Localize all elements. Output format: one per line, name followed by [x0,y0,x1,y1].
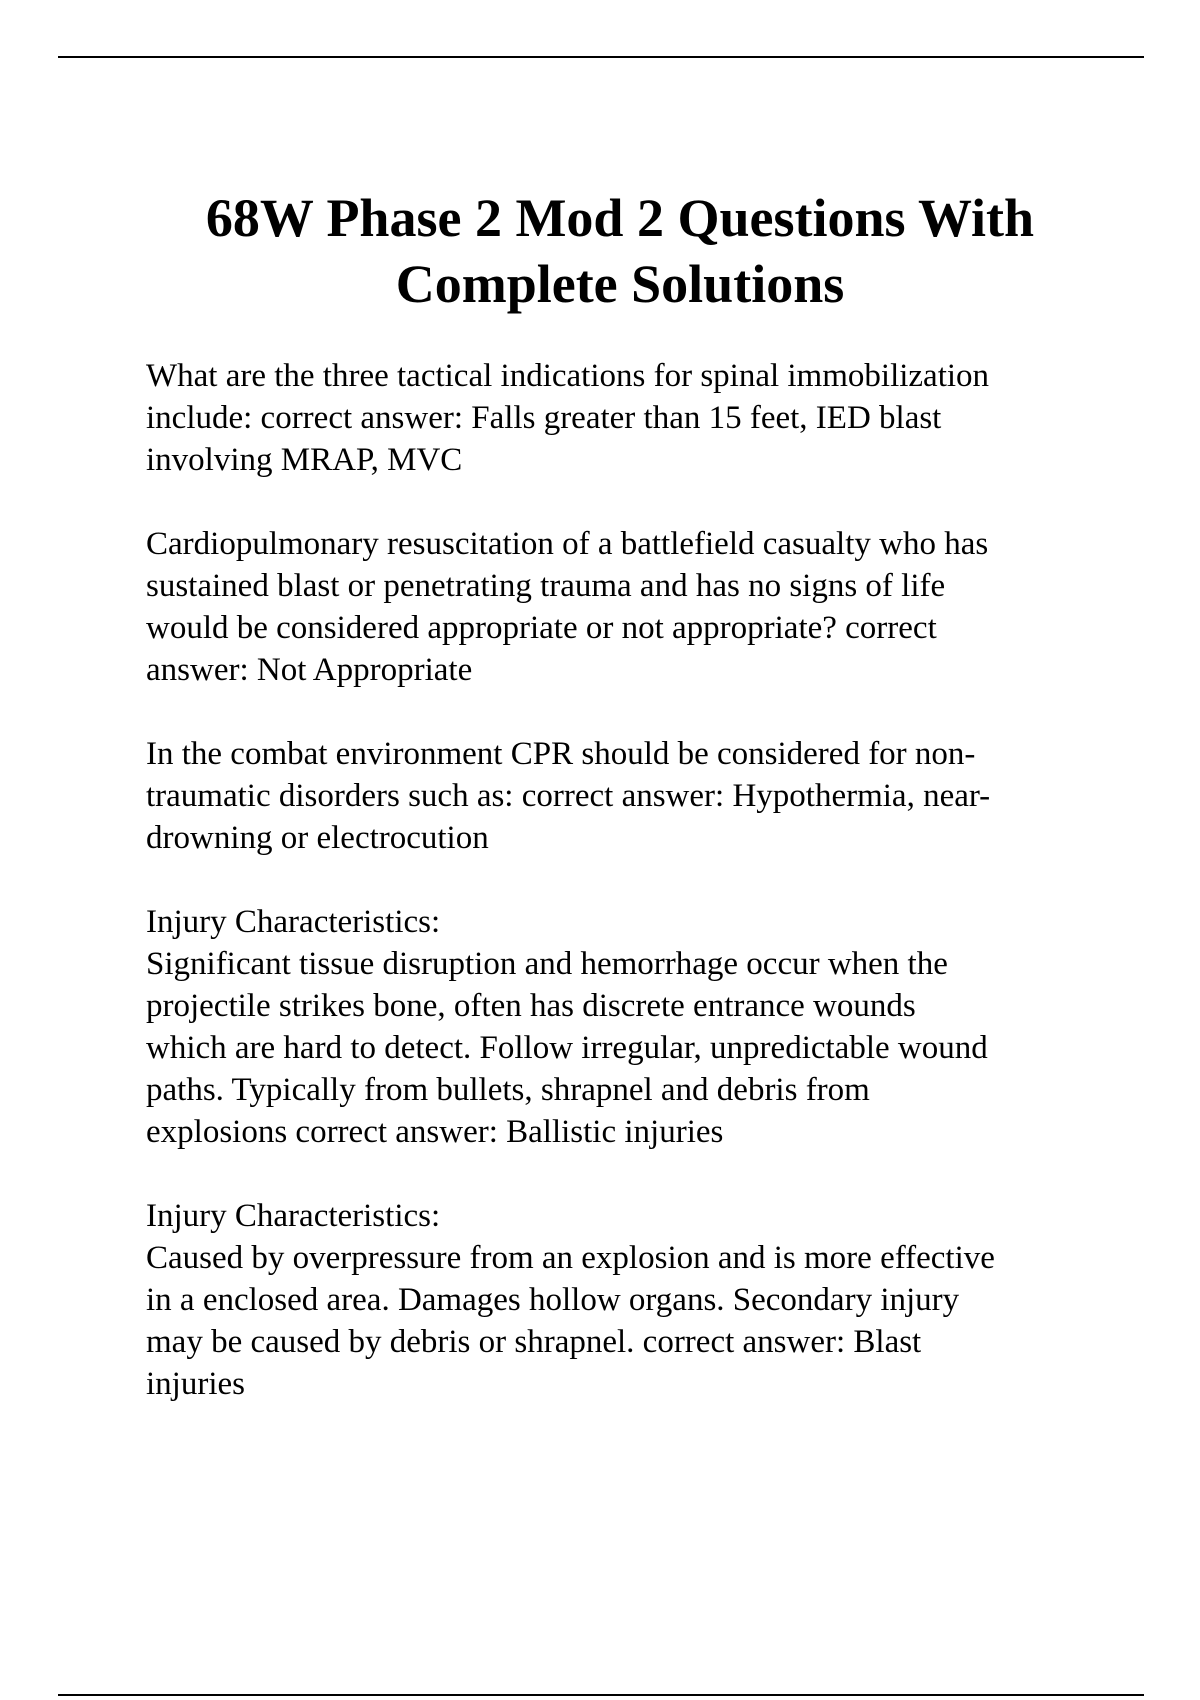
qa-line: projectile strikes bone, often has discrete entrance wounds [146,988,916,1024]
qa-line: in a enclosed area. Damages hollow organs. Secondary injury [146,1282,960,1318]
page-title: 68W Phase 2 Mod 2 Questions With Complete Solutions [205,188,1035,314]
qa-line: What are the three tactical indications for spinal immobilization [146,358,990,394]
qa-line: paths. Typically from bullets, shrapnel and debris from [146,1072,870,1108]
qa-entry-5 [146,1195,1096,1405]
qa-entry-1 [146,355,1096,481]
qa-line: drowning or electrocution [146,820,489,856]
qa-line: explosions correct answer: Ballistic injuries [146,1114,724,1150]
qa-line: In the combat environment CPR should be considered for non- [146,736,976,772]
qa-line: injuries [146,1366,245,1402]
qa-line: answer: Not Appropriate [146,652,473,688]
bottom-divider [58,1694,1144,1696]
qa-line: include: correct answer: Falls greater than 15 feet, IED blast [146,400,942,436]
qa-line: would be considered appropriate or not appropriate? correct [146,610,937,646]
qa-line: may be caused by debris or shrapnel. correct answer: Blast [146,1324,922,1360]
qa-line: Injury Characteristics: [146,1198,441,1234]
qa-line: traumatic disorders such as: correct answer: Hypothermia, near- [146,778,991,814]
top-divider [58,56,1144,58]
qa-line: Significant tissue disruption and hemorrhage occur when the [146,946,948,982]
qa-entry-3 [146,733,1096,859]
qa-list [146,355,1096,1447]
qa-line: Caused by overpressure from an explosion and is more effective [146,1240,995,1276]
qa-line: which are hard to detect. Follow irregular, unpredictable wound [146,1030,988,1066]
qa-line: Injury Characteristics: [146,904,441,940]
qa-entry-2 [146,523,1096,691]
qa-line: involving MRAP, MVC [146,442,463,478]
qa-entry-4 [146,901,1096,1153]
qa-line: sustained blast or penetrating trauma and has no signs of life [146,568,946,604]
qa-line: Cardiopulmonary resuscitation of a battlefield casualty who has [146,526,989,562]
